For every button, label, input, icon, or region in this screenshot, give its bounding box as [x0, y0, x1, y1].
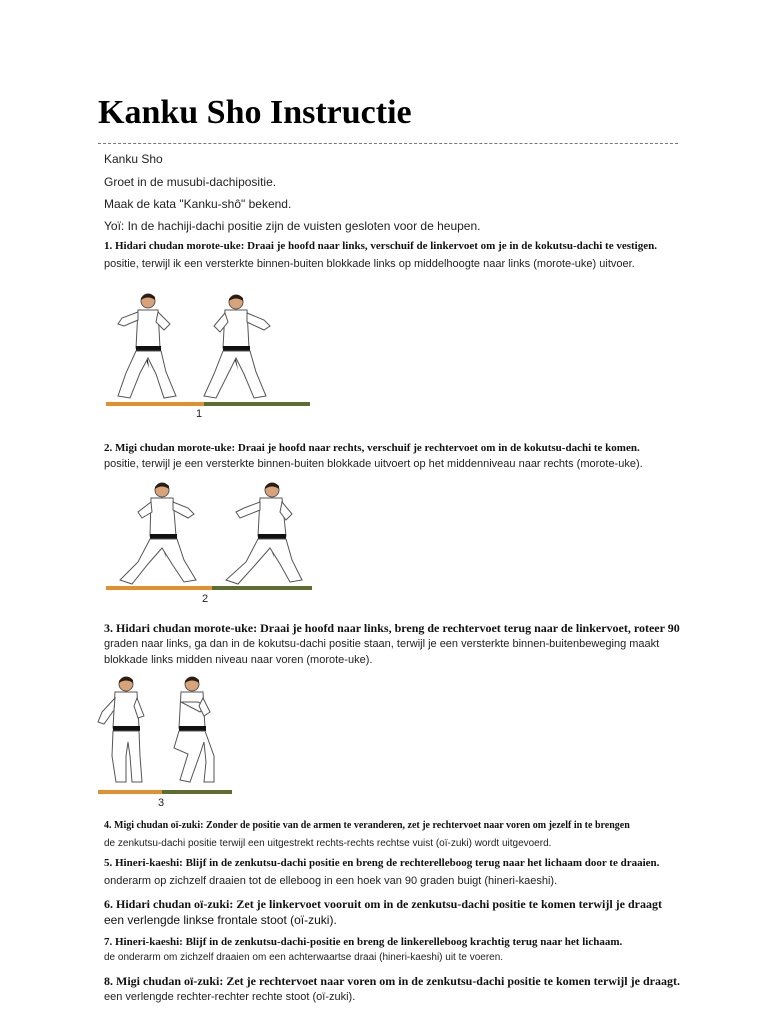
karateka-figure [118, 294, 176, 398]
karateka-figure [120, 483, 196, 584]
ground-bar-green [162, 790, 232, 794]
step-title: 5. Hineri-kaeshi: Blijf in de zenkutsu-dachi positie en breng de rechterelleboog terug naar het lichaam door te draaien. [104, 857, 660, 869]
intro-line: Kanku Sho [104, 152, 163, 166]
step-title: 8. Migi chudan oï-zuki: Zet je rechtervoet naar voren om in de zenkutsu-dachi positie te komen terwijl je draagt. [104, 974, 680, 988]
ground-bar-orange [98, 790, 162, 794]
figure-number: 1 [196, 408, 203, 420]
intro-line: Yoï: In de hachiji-dachi positie zijn de vuisten gesloten voor de heupen. [104, 219, 481, 233]
step-description: positie, terwijl je een versterkte binnen-buiten blokkade uitvoert op het middenniveau naar rechts (morote-uke). [104, 458, 643, 470]
step-description: onderarm op zichzelf draaien tot de elleboog in een hoek van 90 graden buigt (hineri-kaeshi). [104, 875, 558, 887]
step-description: positie, terwijl ik een versterkte binnen-buiten blokkade links op middelhoogte naar links (morote-uke) uitvoer. [104, 258, 635, 270]
step-title: 6. Hidari chudan oï-zuki: Zet je linkervoet vooruit om in de zenkutsu-dachi positie te komen terwijl je draagt [104, 897, 662, 911]
step-description: een verlengde linkse frontale stoot (oï-zuki). [104, 913, 337, 927]
page-title: Kanku Sho Instructie [98, 94, 412, 131]
karateka-figure [98, 677, 144, 782]
figure-number: 2 [202, 593, 209, 605]
step-description: een verlengde rechter-rechter rechte stoot (oï-zuki). [104, 991, 356, 1003]
karateka-figure [226, 483, 302, 584]
step-title: 3. Hidari chudan morote-uke: Draai je hoofd naar links, breng de rechtervoet terug naar de linkervoet, roteer 90 [104, 621, 680, 635]
step-description: de onderarm om zichzelf draaien om een achterwaartse draai (hineri-kaeshi) uit te voeren. [104, 952, 504, 963]
step-title: 4. Migi chudan oï-zuki: Zonder de positie van de armen te veranderen, zet je rechtervoet naar voren om jezelf in te brengen [104, 820, 630, 831]
karateka-figure [204, 295, 270, 398]
figure-number: 3 [158, 797, 165, 808]
step-title: 7. Hineri-kaeshi: Blijf in de zenkutsu-dachi-positie en breng de linkerelleboog krachtig terug naar het lichaam. [104, 936, 623, 948]
title-divider [98, 143, 678, 144]
step-description: blokkade links midden niveau naar voren (morote-uke). [104, 654, 373, 666]
intro-line: Groet in de musubi-dachipositie. [104, 175, 277, 189]
step-title: 2. Migi chudan morote-uke: Draai je hoofd naar rechts, verschuif je rechtervoet om in de kokutsu-dachi te komen. [104, 442, 640, 454]
karate-illustration-3 [96, 672, 236, 808]
ground-bar-green [212, 586, 312, 590]
karate-illustration-1 [104, 288, 314, 420]
ground-bar-orange [106, 586, 212, 590]
step-description: de zenkutsu-dachi positie terwijl een uitgestrekt rechts-rechts rechtse vuist (oï-zuki) wordt uitgevoerd. [104, 838, 552, 849]
ground-bar-orange [106, 402, 204, 406]
karateka-figure [174, 677, 214, 782]
step-description: graden naar links, ga dan in de kokutsu-dachi positie staan, terwijl je een versterkte binnen-buitenbeweging maakt [104, 638, 660, 650]
step-title: 1. Hidari chudan morote-uke: Draai je hoofd naar links, verschuif de linkervoet om je in de kokutsu-dachi te vestigen. [104, 240, 657, 252]
intro-line: Maak de kata "Kanku-shô" bekend. [104, 197, 292, 211]
karate-illustration-2 [104, 478, 316, 606]
ground-bar-green [204, 402, 310, 406]
